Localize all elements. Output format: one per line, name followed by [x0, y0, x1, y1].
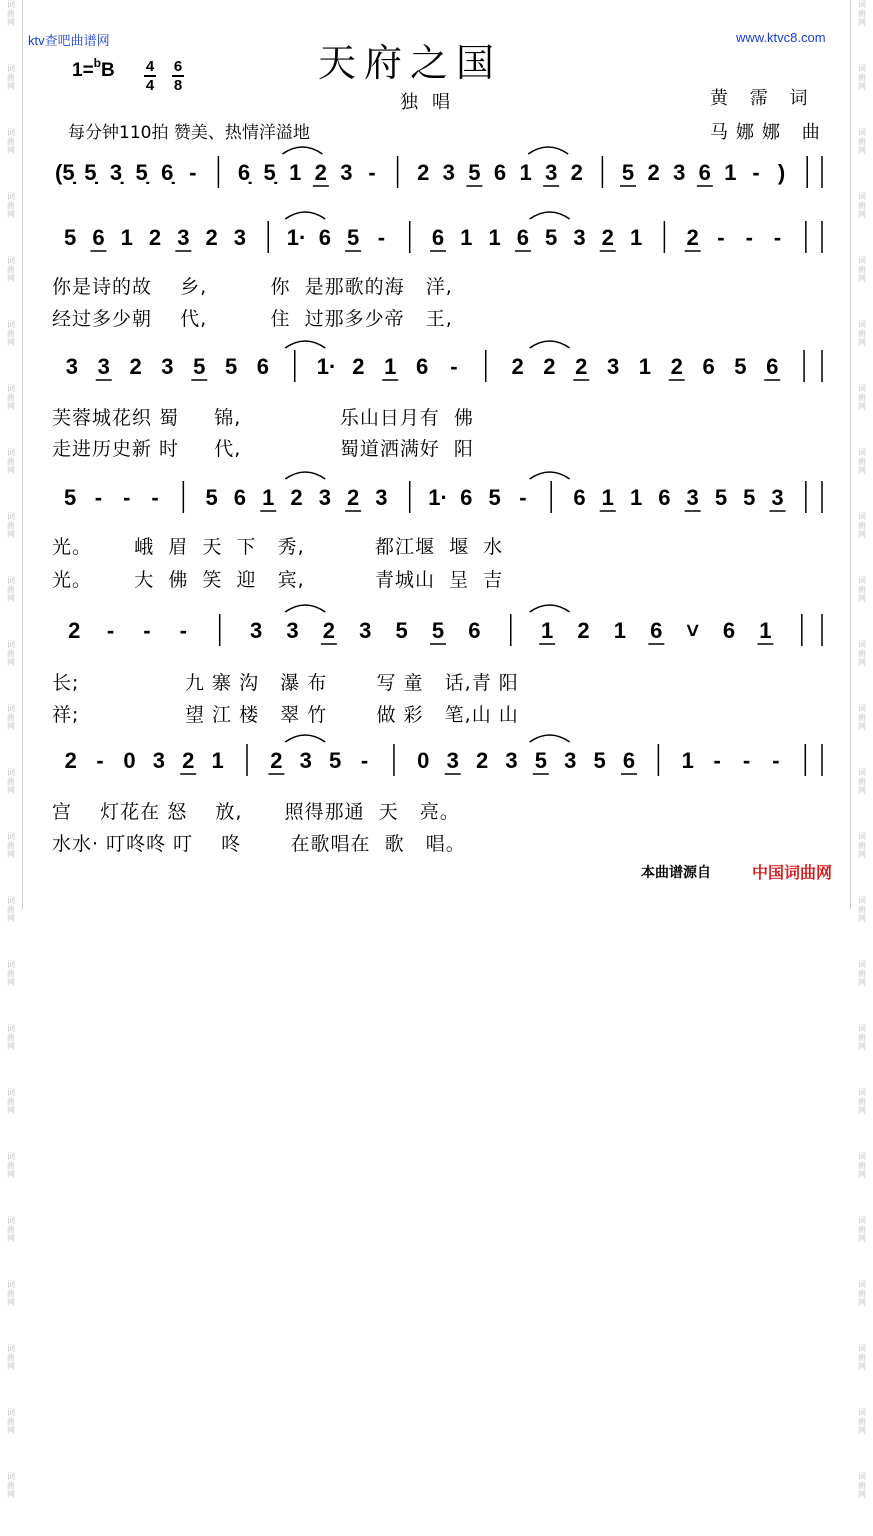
slur [530, 472, 570, 479]
notation-token: 2 [148, 225, 162, 250]
notation-token: 1 [601, 485, 614, 510]
notation-token: 3 [299, 748, 312, 773]
notation-token: 5̣ [84, 160, 97, 185]
notation-token: 3 [177, 225, 190, 250]
lyrics-row4-verse2: 祥; 望 江 楼 翠 竹 做 彩 笔,山 山 [52, 704, 519, 726]
notation-token: 5 [346, 225, 360, 250]
notation-token: - [360, 748, 369, 773]
notation-token: 3 [564, 748, 577, 773]
notation-token: 1 [488, 225, 501, 250]
notation-token: 3 [97, 354, 110, 379]
notation-token: 1 [629, 225, 643, 250]
notation-token: 3 [375, 485, 388, 510]
notation-token: 2 [129, 354, 142, 379]
meter-1-bottom: 4 [145, 77, 155, 94]
lyrics-row2-verse2: 走进历史新 时 代, 蜀道洒满好 阳 [52, 438, 474, 460]
notation-token: 2 [511, 354, 524, 379]
notation-token: 6 [702, 354, 715, 379]
notation-token: 0 [123, 748, 136, 773]
notation-token: 6 [256, 354, 270, 379]
slur [285, 212, 325, 219]
notation-token: 2 [270, 748, 283, 773]
notation-token: 5 [534, 748, 547, 773]
notation-token: 6 [92, 225, 105, 250]
notation-token: - [742, 748, 751, 773]
notation-token: 6 [318, 225, 331, 250]
notation-token: 2 [68, 618, 81, 643]
notation-token: 5̣ [135, 160, 148, 185]
notation-token: 1 [519, 160, 532, 185]
source-label: 本曲谱源自 [641, 865, 711, 881]
notation-token: 1 [681, 748, 694, 773]
notation-token: - [189, 160, 197, 185]
notation-token: 3 [686, 485, 699, 510]
notation-token: - [752, 160, 760, 185]
notation-token: 6 [493, 160, 507, 185]
notation-token: 3 [446, 748, 459, 773]
lyrics-row4-verse1: 长; 九 寨 沟 瀑 布 写 童 话,青 阳 [52, 672, 519, 694]
notation-token: - [450, 354, 458, 379]
tempo-marking: 每分钟110拍 赞美、热情洋溢地 [68, 123, 310, 143]
slur [528, 147, 568, 154]
notation-token: 5 [734, 354, 747, 379]
meter-1-top: 4 [145, 58, 155, 75]
notation-token: 3 [606, 354, 620, 379]
notation-token: 1 [629, 485, 643, 510]
notation-token: 2 [205, 225, 218, 250]
flat-sign: b [93, 56, 102, 70]
notation-token: 5 [743, 485, 756, 510]
lyrics-row3-verse1: 光。 峨 眉 天 下 秀, 都江堰 堰 水 [52, 536, 504, 558]
notation-token: 1 [638, 354, 652, 379]
notation-token: 3 [233, 225, 247, 250]
notation-token: 2 [322, 618, 335, 643]
notation-token: - [745, 225, 753, 250]
notation-token: 5 [545, 225, 558, 250]
notation-token: 2 [543, 354, 556, 379]
notation-token: 5 [488, 485, 501, 510]
notation-token: 1 [759, 618, 772, 643]
notation-token: 5 [193, 354, 206, 379]
notation-token: 0 [417, 748, 430, 773]
notation-token: 2 [314, 160, 327, 185]
notation-token: 3 [573, 225, 586, 250]
notation-token: 1 [289, 160, 302, 185]
notation-token: 5 [468, 160, 481, 185]
song-subtitle: 独唱 [400, 92, 464, 113]
notation-token: 3̣ [109, 160, 123, 185]
lyrics-row5-verse2: 水水· 叮咚咚 叮 咚 在歌唱在 歌 唱。 [52, 833, 466, 855]
notation-token: 6 [698, 160, 711, 185]
meter-2-bottom: 8 [173, 77, 183, 94]
notation-token: - [94, 485, 103, 510]
notation-token: 2 [601, 225, 614, 250]
right-site-watermark: www.ktvc8.com [736, 30, 826, 45]
notation-token: ˅ [686, 618, 700, 643]
notation-token: 6 [468, 618, 481, 643]
notation-token: 3 [505, 748, 518, 773]
notation-token: 5 [593, 748, 606, 773]
notation-token: 2 [182, 748, 195, 773]
notation-token: 2 [570, 160, 583, 185]
notation-token: 5 [224, 354, 238, 379]
notation-token: 2 [352, 354, 365, 379]
notation-token: - [713, 748, 721, 773]
notation-token: 3 [673, 160, 686, 185]
notation-token: 1 [211, 748, 224, 773]
notation-token: 1 [120, 225, 133, 250]
notation-token: 2 [417, 160, 430, 185]
notation-token: 1 [262, 485, 275, 510]
left-watermark-strip: 词 曲 网 词 曲 网 词 曲 网 词 曲 网 词 曲 网 词 曲 网 词 曲 网 词 曲 网 词 曲 网 词 曲 网 词 曲 网 词 曲 网 词 曲 网 词 曲 网 词 曲 网 词 曲 网 词 曲 网 词 曲 网 词 曲 网 词 曲 网 词 曲 网 词 曲 网 词 曲 网 词 曲 网 [0, 0, 23, 909]
notation-token: 1 [460, 225, 473, 250]
notation-token: 6 [415, 354, 429, 379]
notation-token: 3 [340, 160, 353, 185]
notation-token: 1· [316, 354, 337, 379]
notation-token: 2 [577, 618, 590, 643]
notation-token: 6 [766, 354, 779, 379]
slur [285, 735, 325, 742]
composer-credit: 马娜娜 曲 [710, 122, 828, 143]
source-site: 中国词曲网 [752, 863, 833, 882]
notation-token: ) [777, 160, 786, 185]
notation-token: 3 [771, 485, 784, 510]
slur [282, 147, 322, 154]
notation-token: - [368, 160, 376, 185]
notation-token: - [717, 225, 725, 250]
notation-token: 5 [205, 485, 218, 510]
notation-token: 3 [65, 354, 79, 379]
notation-token: 1 [541, 618, 554, 643]
lyrics-row5-verse1: 宫 灯花在 怒 放, 照得那通 天 亮。 [52, 801, 460, 823]
lyrics-row2-verse1: 芙蓉城花织 蜀 锦, 乐山日月有 佛 [52, 407, 474, 429]
notation-token: 1· [428, 485, 448, 510]
slur [285, 472, 325, 479]
notation-token: (5̣ [55, 160, 75, 185]
notation-token: - [773, 225, 782, 250]
notation-token: 1· [286, 225, 307, 250]
notation-token: 3 [318, 485, 331, 510]
lyrics-row1-verse1: 你是诗的故 乡, 你 是那歌的海 洋, [52, 276, 453, 298]
notation-token: 6 [460, 485, 473, 510]
right-watermark-strip: 词 曲 网 词 曲 网 词 曲 网 词 曲 网 词 曲 网 词 曲 网 词 曲 网 词 曲 网 词 曲 网 词 曲 网 词 曲 网 词 曲 网 词 曲 网 词 曲 网 词 曲 网 词 曲 网 词 曲 网 词 曲 网 词 曲 网 词 曲 网 词 曲 网 词 曲 网 词 曲 网 词 曲 网 [850, 0, 873, 909]
slur [530, 605, 570, 612]
song-title: 天府之国 [318, 41, 503, 85]
notation-token: 1 [724, 160, 737, 185]
notation-token: 5 [431, 618, 445, 643]
lyrics-row1-verse2: 经过多少朝 代, 住 过那多少帝 王, [52, 308, 453, 330]
notation-token: 3 [286, 618, 299, 643]
notation-token: 2 [575, 354, 588, 379]
notation-token: 3 [359, 618, 372, 643]
notation-token: - [143, 618, 151, 643]
notation-token: 3 [249, 618, 263, 643]
notation-token: 6 [722, 618, 736, 643]
notation-token: 2 [670, 354, 683, 379]
notation-token: 6 [658, 485, 671, 510]
slur [530, 735, 570, 742]
notation-token: 1 [613, 618, 627, 643]
notation-token: 2 [346, 485, 360, 510]
notation-token: 5 [64, 485, 77, 510]
notation-token: 5 [329, 748, 342, 773]
key-note: B [101, 60, 115, 81]
slur [530, 341, 570, 348]
notation-token: 5 [621, 160, 635, 185]
notation-token: - [96, 748, 104, 773]
notation-token: 1 [384, 354, 397, 379]
notation-token: 2 [686, 225, 699, 250]
lyrics-row3-verse2: 光。 大 佛 笑 迎 宾, 青城山 呈 吉 [52, 569, 504, 591]
notation-token: 6 [516, 225, 530, 250]
key-prefix: 1= [72, 60, 94, 81]
notation-token: - [519, 485, 527, 510]
left-site-watermark: ktv查吧曲谱网 [28, 33, 110, 48]
notation-token: 5 [395, 618, 408, 643]
slur [285, 341, 325, 348]
notation-token: 6 [431, 225, 445, 250]
notation-token: 6 [622, 748, 636, 773]
notation-token: 5̣ [263, 160, 276, 185]
notation-token: 2 [647, 160, 660, 185]
notation-token: 3 [152, 748, 165, 773]
notation-token: 2 [290, 485, 303, 510]
notation-token: - [151, 485, 159, 510]
notation-token: 6̣ [161, 160, 174, 185]
notation-token: 5 [714, 485, 728, 510]
notation-token: - [377, 225, 386, 250]
notation-token: 6̣ [237, 160, 251, 185]
notation-token: 3 [442, 160, 455, 185]
notation-token: - [123, 485, 131, 510]
notation-token: 6 [573, 485, 586, 510]
notation-token: 3 [161, 354, 174, 379]
notation-token: 3 [545, 160, 558, 185]
lyricist-credit: 黄 霈 词 [710, 88, 816, 109]
notation-token: - [772, 748, 780, 773]
notation-token: 2 [64, 748, 77, 773]
notation-token: - [179, 618, 187, 643]
slur [285, 605, 325, 612]
notation-token: - [106, 618, 115, 643]
notation-token: 6 [233, 485, 247, 510]
notation-token: 5 [64, 225, 77, 250]
notation-token: 2 [475, 748, 489, 773]
slur [530, 212, 570, 219]
notation-token: 6 [650, 618, 663, 643]
meter-2-top: 6 [173, 58, 183, 75]
